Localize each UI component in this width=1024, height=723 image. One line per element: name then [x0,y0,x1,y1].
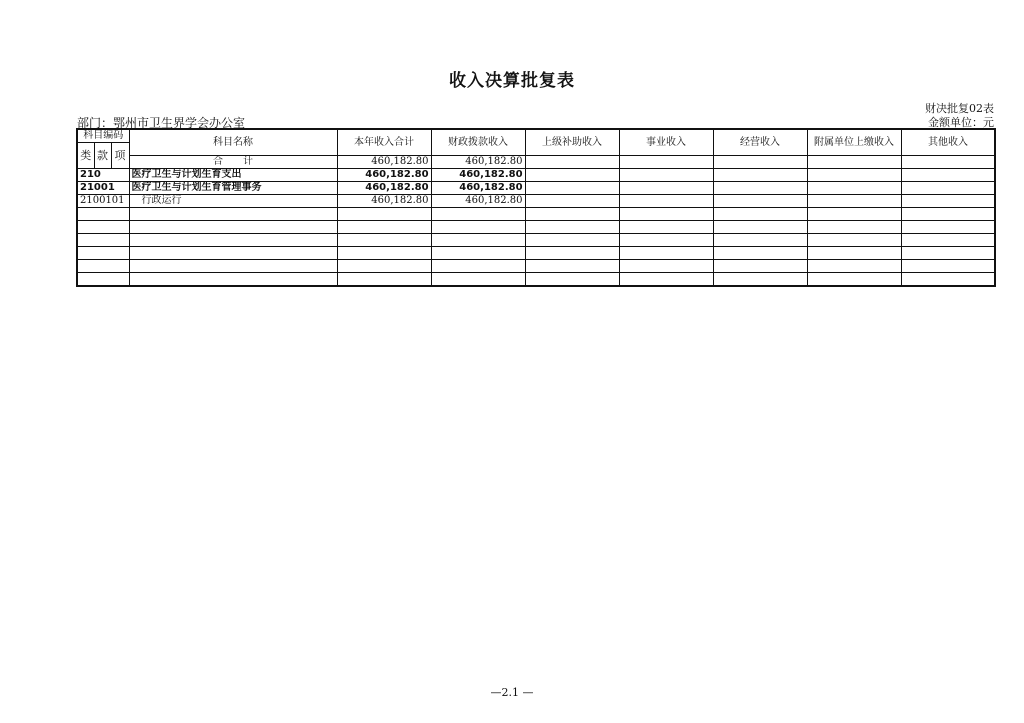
table-row [77,182,995,195]
empty-row [77,273,995,287]
total-row [77,156,995,169]
total-income-cell: 460,182.80 [337,195,431,208]
header-subject-name: 科目名称 [129,129,337,156]
empty-row [77,208,995,221]
subject-code: 21001 [77,182,129,195]
header-col-business: 事业收入 [619,129,713,156]
fiscal-income-cell: 460,182.80 [431,169,525,182]
empty-row [77,247,995,260]
header-lei: 类 [77,143,94,169]
header-col-superior: 上级补助收入 [525,129,619,156]
table-row [77,169,995,182]
header-col-fiscal: 财政拨款收入 [431,129,525,156]
income-approval-table [76,128,996,287]
page-number: —2.1 — [490,686,534,699]
fiscal-income-cell: 460,182.80 [431,182,525,195]
subject-code: 2100101 [77,195,129,208]
fiscal-income-cell: 460,182.80 [431,195,525,208]
report-title: 收入决算批复表 [449,71,575,91]
empty-row [77,260,995,273]
header-col-total: 本年收入合计 [337,129,431,156]
header-col-affiliated: 附属单位上缴收入 [807,129,901,156]
header-row [77,129,995,143]
department-label: 部门：鄂州市卫生界学会办公室 [77,116,246,130]
table-row [77,195,995,208]
total-income-cell: 460,182.80 [337,156,431,169]
subject-name: 医疗卫生与计划生育管理事务 [129,182,337,195]
total-fiscal-cell: 460,182.80 [431,156,525,169]
header-subject-code: 科目编码 [77,129,129,143]
total-income-cell: 460,182.80 [337,182,431,195]
total-income-cell: 460,182.80 [337,169,431,182]
header-col-other: 其他收入 [901,129,995,156]
subject-name: 行政运行 [129,195,337,208]
total-label: 合 计 [129,156,337,169]
header-kuan: 款 [94,143,111,169]
header-col-operating: 经营收入 [713,129,807,156]
header-xiang: 项 [111,143,129,169]
subject-name: 医疗卫生与计划生育支出 [129,169,337,182]
amount-unit: 金额单位：元 [928,116,994,129]
form-number: 财决批复02表 [925,102,994,115]
empty-row [77,234,995,247]
empty-row [77,221,995,234]
subject-code: 210 [77,169,129,182]
